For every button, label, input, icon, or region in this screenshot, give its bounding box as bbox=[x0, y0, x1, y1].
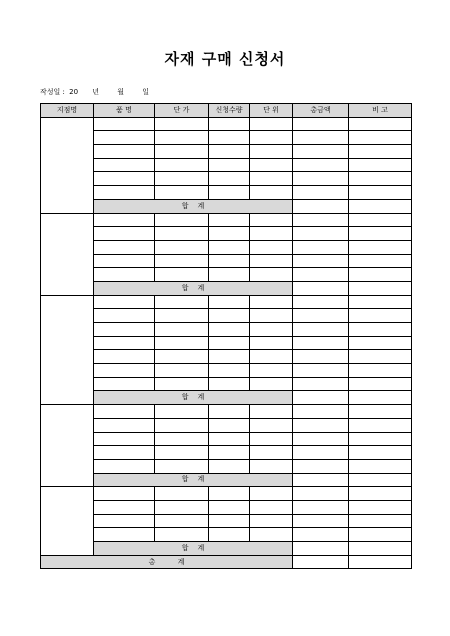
total-amount-cell[interactable] bbox=[293, 268, 349, 282]
unit-cell[interactable] bbox=[250, 240, 293, 254]
item-name-cell[interactable] bbox=[94, 377, 155, 391]
remarks-cell[interactable] bbox=[349, 172, 412, 186]
remarks-cell[interactable] bbox=[349, 227, 412, 241]
total-amount-cell[interactable] bbox=[293, 323, 349, 337]
unit-cell[interactable] bbox=[250, 446, 293, 460]
item-row bbox=[41, 405, 412, 419]
unit-cell[interactable] bbox=[250, 213, 293, 227]
unit-price-cell[interactable] bbox=[155, 377, 209, 391]
total-amount-cell[interactable] bbox=[293, 350, 349, 364]
unit-price-cell[interactable] bbox=[155, 213, 209, 227]
quantity-cell[interactable] bbox=[209, 268, 250, 282]
item-row bbox=[41, 323, 412, 337]
unit-cell[interactable] bbox=[250, 487, 293, 501]
subtotal-row bbox=[41, 281, 412, 295]
total-amount-cell[interactable] bbox=[293, 405, 349, 419]
quantity-cell[interactable] bbox=[209, 432, 250, 446]
unit-cell[interactable] bbox=[250, 350, 293, 364]
grand-total-label: 총 계 bbox=[41, 555, 293, 569]
item-row bbox=[41, 227, 412, 241]
table-body bbox=[41, 117, 412, 569]
subtotal-amount-cell[interactable] bbox=[293, 542, 349, 556]
subtotal-amount-cell[interactable] bbox=[293, 473, 349, 487]
unit-cell[interactable] bbox=[250, 186, 293, 200]
subtotal-amount-cell[interactable] bbox=[293, 391, 349, 405]
item-name-cell[interactable] bbox=[94, 487, 155, 501]
unit-price-cell[interactable] bbox=[155, 268, 209, 282]
unit-price-cell[interactable] bbox=[155, 172, 209, 186]
remarks-cell[interactable] bbox=[349, 213, 412, 227]
item-name-cell[interactable] bbox=[94, 323, 155, 337]
quantity-cell[interactable] bbox=[209, 213, 250, 227]
item-name-cell[interactable] bbox=[94, 350, 155, 364]
unit-price-cell[interactable] bbox=[155, 254, 209, 268]
item-row bbox=[41, 309, 412, 323]
unit-price-cell[interactable] bbox=[155, 240, 209, 254]
quantity-cell[interactable] bbox=[209, 172, 250, 186]
item-row bbox=[41, 500, 412, 514]
total-amount-cell[interactable] bbox=[293, 172, 349, 186]
item-row bbox=[41, 240, 412, 254]
unit-price-cell[interactable] bbox=[155, 528, 209, 542]
remarks-cell[interactable] bbox=[349, 418, 412, 432]
quantity-cell[interactable] bbox=[209, 323, 250, 337]
remarks-cell[interactable] bbox=[349, 487, 412, 501]
branch-name-cell[interactable] bbox=[41, 487, 94, 555]
subtotal-remarks-cell[interactable] bbox=[349, 281, 412, 295]
item-row bbox=[41, 117, 412, 131]
item-row bbox=[41, 158, 412, 172]
total-amount-cell[interactable] bbox=[293, 446, 349, 460]
item-row bbox=[41, 487, 412, 501]
subtotal-label: 합 계 bbox=[94, 281, 293, 295]
item-row bbox=[41, 268, 412, 282]
item-name-cell[interactable] bbox=[94, 131, 155, 145]
quantity-cell[interactable] bbox=[209, 487, 250, 501]
item-name-cell[interactable] bbox=[94, 405, 155, 419]
subtotal-amount-cell[interactable] bbox=[293, 281, 349, 295]
unit-price-cell[interactable] bbox=[155, 186, 209, 200]
remarks-cell[interactable] bbox=[349, 364, 412, 378]
item-row bbox=[41, 459, 412, 473]
total-amount-cell[interactable] bbox=[293, 158, 349, 172]
unit-price-cell[interactable] bbox=[155, 309, 209, 323]
remarks-cell[interactable] bbox=[349, 117, 412, 131]
item-name-cell[interactable] bbox=[94, 459, 155, 473]
date-year-unit: 년 bbox=[92, 88, 100, 96]
total-amount-cell[interactable] bbox=[293, 336, 349, 350]
remarks-cell[interactable] bbox=[349, 240, 412, 254]
subtotal-row bbox=[41, 473, 412, 487]
unit-cell[interactable] bbox=[250, 117, 293, 131]
item-row bbox=[41, 377, 412, 391]
item-name-cell[interactable] bbox=[94, 295, 155, 309]
unit-cell[interactable] bbox=[250, 528, 293, 542]
quantity-cell[interactable] bbox=[209, 418, 250, 432]
total-amount-cell[interactable] bbox=[293, 227, 349, 241]
item-name-cell[interactable] bbox=[94, 117, 155, 131]
unit-cell[interactable] bbox=[250, 145, 293, 159]
unit-price-cell[interactable] bbox=[155, 227, 209, 241]
page-title: 자재 구매 신청서 bbox=[164, 50, 286, 68]
unit-cell[interactable] bbox=[250, 323, 293, 337]
grand-total-remarks-cell[interactable] bbox=[349, 555, 412, 569]
item-name-cell[interactable] bbox=[94, 254, 155, 268]
remarks-cell[interactable] bbox=[349, 500, 412, 514]
unit-price-cell[interactable] bbox=[155, 405, 209, 419]
unit-cell[interactable] bbox=[250, 227, 293, 241]
remarks-cell[interactable] bbox=[349, 459, 412, 473]
item-row bbox=[41, 514, 412, 528]
total-amount-cell[interactable] bbox=[293, 117, 349, 131]
unit-price-cell[interactable] bbox=[155, 131, 209, 145]
total-amount-cell[interactable] bbox=[293, 418, 349, 432]
header-remarks: 비 고 bbox=[349, 104, 412, 118]
unit-cell[interactable] bbox=[250, 254, 293, 268]
unit-cell[interactable] bbox=[250, 377, 293, 391]
quantity-cell[interactable] bbox=[209, 364, 250, 378]
unit-price-cell[interactable] bbox=[155, 487, 209, 501]
unit-price-cell[interactable] bbox=[155, 295, 209, 309]
quantity-cell[interactable] bbox=[209, 158, 250, 172]
branch-name-cell[interactable] bbox=[41, 117, 94, 213]
unit-cell[interactable] bbox=[250, 364, 293, 378]
unit-cell[interactable] bbox=[250, 500, 293, 514]
remarks-cell[interactable] bbox=[349, 528, 412, 542]
remarks-cell[interactable] bbox=[349, 446, 412, 460]
header-row bbox=[41, 104, 412, 118]
item-row bbox=[41, 172, 412, 186]
item-row bbox=[41, 432, 412, 446]
purchase-request-table bbox=[40, 103, 412, 569]
date-label: 작성일 : bbox=[40, 88, 65, 96]
total-amount-cell[interactable] bbox=[293, 145, 349, 159]
date-month-unit: 월 bbox=[117, 88, 125, 96]
unit-cell[interactable] bbox=[250, 459, 293, 473]
item-row bbox=[41, 213, 412, 227]
header-total-amount: 총금액 bbox=[293, 104, 349, 118]
quantity-cell[interactable] bbox=[209, 514, 250, 528]
branch-name-cell[interactable] bbox=[41, 405, 94, 487]
remarks-cell[interactable] bbox=[349, 295, 412, 309]
item-row bbox=[41, 131, 412, 145]
total-amount-cell[interactable] bbox=[293, 487, 349, 501]
quantity-cell[interactable] bbox=[209, 295, 250, 309]
remarks-cell[interactable] bbox=[349, 186, 412, 200]
unit-cell[interactable] bbox=[250, 131, 293, 145]
quantity-cell[interactable] bbox=[209, 145, 250, 159]
quantity-cell[interactable] bbox=[209, 377, 250, 391]
remarks-cell[interactable] bbox=[349, 514, 412, 528]
subtotal-label: 합 계 bbox=[94, 391, 293, 405]
remarks-cell[interactable] bbox=[349, 131, 412, 145]
total-amount-cell[interactable] bbox=[293, 240, 349, 254]
subtotal-row bbox=[41, 199, 412, 213]
unit-price-cell[interactable] bbox=[155, 418, 209, 432]
header-quantity: 신청수량 bbox=[209, 104, 250, 118]
remarks-cell[interactable] bbox=[349, 377, 412, 391]
item-name-cell[interactable] bbox=[94, 514, 155, 528]
item-name-cell[interactable] bbox=[94, 268, 155, 282]
subtotal-remarks-cell[interactable] bbox=[349, 199, 412, 213]
grand-total-row bbox=[41, 555, 412, 569]
remarks-cell[interactable] bbox=[349, 158, 412, 172]
grand-total-amount-cell[interactable] bbox=[293, 555, 349, 569]
quantity-cell[interactable] bbox=[209, 186, 250, 200]
unit-cell[interactable] bbox=[250, 309, 293, 323]
item-name-cell[interactable] bbox=[94, 213, 155, 227]
unit-price-cell[interactable] bbox=[155, 446, 209, 460]
item-row bbox=[41, 336, 412, 350]
quantity-cell[interactable] bbox=[209, 309, 250, 323]
item-name-cell[interactable] bbox=[94, 446, 155, 460]
item-name-cell[interactable] bbox=[94, 158, 155, 172]
unit-cell[interactable] bbox=[250, 514, 293, 528]
total-amount-cell[interactable] bbox=[293, 432, 349, 446]
item-row bbox=[41, 418, 412, 432]
header-unit: 단 위 bbox=[250, 104, 293, 118]
item-row bbox=[41, 186, 412, 200]
item-row bbox=[41, 254, 412, 268]
unit-price-cell[interactable] bbox=[155, 500, 209, 514]
unit-cell[interactable] bbox=[250, 268, 293, 282]
item-name-cell[interactable] bbox=[94, 418, 155, 432]
unit-price-cell[interactable] bbox=[155, 323, 209, 337]
unit-price-cell[interactable] bbox=[155, 350, 209, 364]
quantity-cell[interactable] bbox=[209, 528, 250, 542]
subtotal-label: 합 계 bbox=[94, 199, 293, 213]
quantity-cell[interactable] bbox=[209, 405, 250, 419]
branch-name-cell[interactable] bbox=[41, 213, 94, 295]
unit-price-cell[interactable] bbox=[155, 336, 209, 350]
item-row bbox=[41, 364, 412, 378]
unit-cell[interactable] bbox=[250, 295, 293, 309]
quantity-cell[interactable] bbox=[209, 500, 250, 514]
unit-cell[interactable] bbox=[250, 158, 293, 172]
item-name-cell[interactable] bbox=[94, 364, 155, 378]
unit-price-cell[interactable] bbox=[155, 145, 209, 159]
unit-price-cell[interactable] bbox=[155, 514, 209, 528]
branch-name-cell[interactable] bbox=[41, 295, 94, 405]
quantity-cell[interactable] bbox=[209, 336, 250, 350]
item-name-cell[interactable] bbox=[94, 172, 155, 186]
quantity-cell[interactable] bbox=[209, 459, 250, 473]
unit-cell[interactable] bbox=[250, 336, 293, 350]
date-year-prefix[interactable]: 20 bbox=[69, 88, 79, 96]
subtotal-row bbox=[41, 542, 412, 556]
total-amount-cell[interactable] bbox=[293, 213, 349, 227]
subtotal-label: 합 계 bbox=[94, 473, 293, 487]
subtotal-row bbox=[41, 391, 412, 405]
remarks-cell[interactable] bbox=[349, 323, 412, 337]
quantity-cell[interactable] bbox=[209, 446, 250, 460]
item-row bbox=[41, 528, 412, 542]
total-amount-cell[interactable] bbox=[293, 364, 349, 378]
unit-cell[interactable] bbox=[250, 432, 293, 446]
unit-price-cell[interactable] bbox=[155, 364, 209, 378]
quantity-cell[interactable] bbox=[209, 350, 250, 364]
header-unit-price: 단 가 bbox=[155, 104, 209, 118]
quantity-cell[interactable] bbox=[209, 254, 250, 268]
unit-price-cell[interactable] bbox=[155, 432, 209, 446]
total-amount-cell[interactable] bbox=[293, 514, 349, 528]
item-row bbox=[41, 350, 412, 364]
unit-cell[interactable] bbox=[250, 405, 293, 419]
total-amount-cell[interactable] bbox=[293, 254, 349, 268]
item-row bbox=[41, 295, 412, 309]
remarks-cell[interactable] bbox=[349, 336, 412, 350]
subtotal-remarks-cell[interactable] bbox=[349, 542, 412, 556]
subtotal-remarks-cell[interactable] bbox=[349, 473, 412, 487]
item-name-cell[interactable] bbox=[94, 309, 155, 323]
unit-price-cell[interactable] bbox=[155, 158, 209, 172]
unit-cell[interactable] bbox=[250, 418, 293, 432]
remarks-cell[interactable] bbox=[349, 350, 412, 364]
item-name-cell[interactable] bbox=[94, 336, 155, 350]
item-name-cell[interactable] bbox=[94, 186, 155, 200]
total-amount-cell[interactable] bbox=[293, 528, 349, 542]
subtotal-label: 합 계 bbox=[94, 542, 293, 556]
total-amount-cell[interactable] bbox=[293, 309, 349, 323]
remarks-cell[interactable] bbox=[349, 268, 412, 282]
header-item-name: 품 명 bbox=[94, 104, 155, 118]
total-amount-cell[interactable] bbox=[293, 131, 349, 145]
remarks-cell[interactable] bbox=[349, 254, 412, 268]
item-name-cell[interactable] bbox=[94, 240, 155, 254]
item-name-cell[interactable] bbox=[94, 432, 155, 446]
total-amount-cell[interactable] bbox=[293, 459, 349, 473]
remarks-cell[interactable] bbox=[349, 405, 412, 419]
total-amount-cell[interactable] bbox=[293, 295, 349, 309]
date-day-unit: 일 bbox=[142, 88, 150, 96]
item-name-cell[interactable] bbox=[94, 500, 155, 514]
total-amount-cell[interactable] bbox=[293, 500, 349, 514]
total-amount-cell[interactable] bbox=[293, 186, 349, 200]
remarks-cell[interactable] bbox=[349, 145, 412, 159]
subtotal-amount-cell[interactable] bbox=[293, 199, 349, 213]
unit-price-cell[interactable] bbox=[155, 459, 209, 473]
quantity-cell[interactable] bbox=[209, 117, 250, 131]
remarks-cell[interactable] bbox=[349, 432, 412, 446]
quantity-cell[interactable] bbox=[209, 240, 250, 254]
header-branch: 지점명 bbox=[41, 104, 94, 118]
unit-price-cell[interactable] bbox=[155, 117, 209, 131]
item-row bbox=[41, 145, 412, 159]
item-name-cell[interactable] bbox=[94, 145, 155, 159]
unit-cell[interactable] bbox=[250, 172, 293, 186]
quantity-cell[interactable] bbox=[209, 227, 250, 241]
subtotal-remarks-cell[interactable] bbox=[349, 391, 412, 405]
item-name-cell[interactable] bbox=[94, 528, 155, 542]
date-line bbox=[40, 87, 149, 97]
item-row bbox=[41, 446, 412, 460]
remarks-cell[interactable] bbox=[349, 309, 412, 323]
total-amount-cell[interactable] bbox=[293, 377, 349, 391]
item-name-cell[interactable] bbox=[94, 227, 155, 241]
quantity-cell[interactable] bbox=[209, 131, 250, 145]
